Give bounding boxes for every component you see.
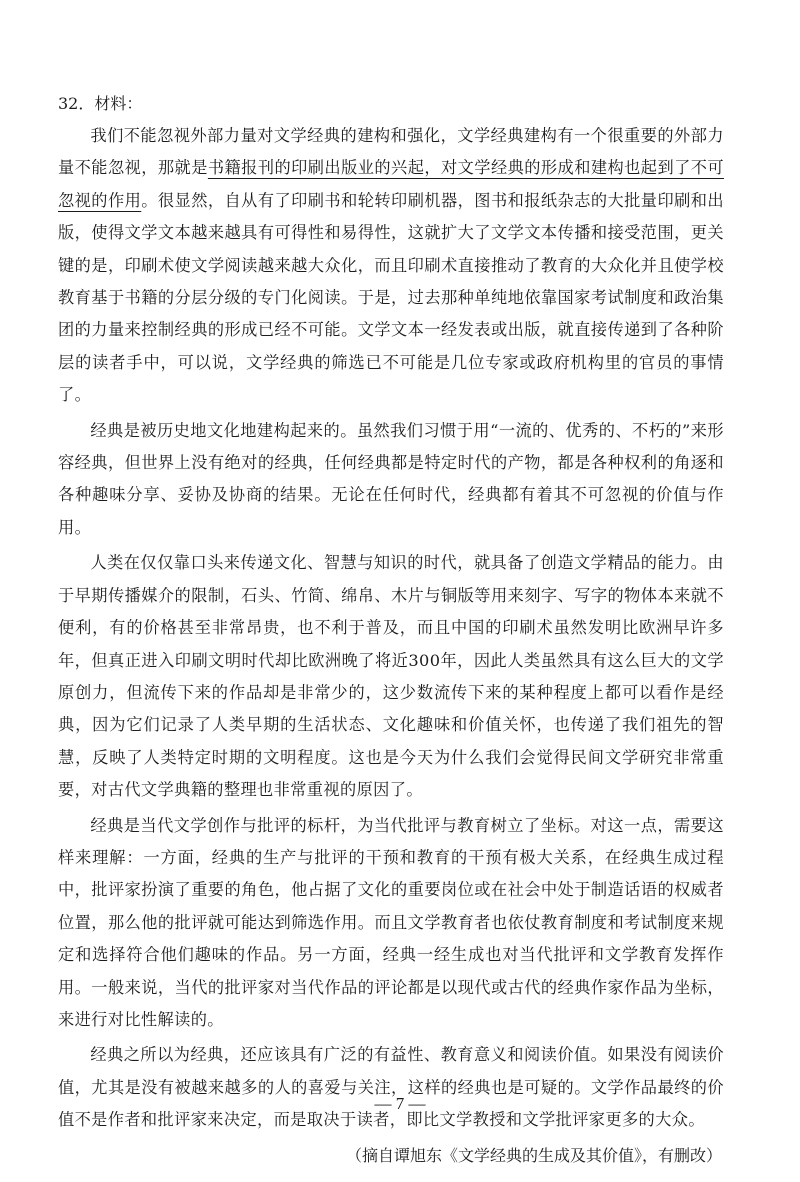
source-citation: （摘自谭旭东《文学经典的生成及其价值》，有删改） (345, 1145, 722, 1165)
underlined-key-sentence: 书籍报刊的印刷出版业的兴起，对文学经典的形成和建构也起到了不可忽视的作用 (58, 158, 724, 210)
page-content (58, 88, 724, 1172)
paragraph-5: 经典之所以为经典，还应该具有广泛的有益性、教育意义和阅读价值。如果没有阅读价值，尤其是没有被越来越多的人的喜爱与关注，这样的经典也是可疑的。文学作品最终的价值不是作者和批评家来决定，而是取决于读者，即比文学教授和文学批评家更多的大众。 (58, 1045, 724, 1130)
paragraph-4: 经典是当代文学创作与批评的标杆，为当代批评与教育树立了坐标。对这一点，需要这样来理解：一方面，经典的生产与批评的干预和教育的干预有极大关系，在经典生成过程中，批评家扮演了重要的角色，他占据了文化的重要岗位或在社会中处于制造话语的权威者位置，那么他的批评就可能达到筛选作用。而且文学教育者也依仗教育制度和考试制度来规定和选择符合他们趣味的作品。另一方面，经典一经生成也对当代批评和文学教育发挥作用。一般来说，当代的批评家对当代作品的评论都是以现代或古代的经典作家作品为坐标，来进行对比性解读的。 (58, 815, 724, 1029)
paragraph-1-text-before: 我们不能忽视外部力量对文学经典的建构和强化，文学经典建构有一个很重要的外部力量不能忽视，那就是 (58, 126, 724, 178)
paragraph-3: 人类在仅仅靠口头来传递文化、智慧与知识的时代，就具备了创造文学精品的能力。由于早期传播媒介的限制，石头、竹简、绵帛、木片与铜版等用来刻字、写字的物体本来就不便利，有的价格甚至非常昂贵，也不利于普及，而且中国的印刷术虽然发明比欧洲早许多年，但真正进入印刷文明时代却比欧洲晚了将近300年，因此人类虽然具有这么巨大的文学原创力，但流传下来的作品却是非常少的，这少数流传下来的某种程度上都可以看作是经典，因为它们记录了人类早期的生活状态、文化趣味和价值关怀，也传递了我们祖先的智慧，反映了人类特定时期的文明程度。这也是今天为什么我们会觉得民间文学研究非常重要，对古代文学典籍的整理也非常重视的原因了。 (58, 553, 724, 800)
paragraph-1 (58, 120, 724, 412)
question-label: 32．材料： (58, 94, 143, 113)
page-number: — 7 — (374, 1094, 426, 1113)
paragraph-2: 经典是被历史地文化地建构起来的。虽然我们习惯于用“一流的、优秀的、不朽的”来形容经典，但世界上没有绝对的经典，任何经典都是特定时代的产物，都是各种权利的角逐和各种趣味分享、妥协及协商的结果。无论在任何时代，经典都有着其不可忽视的价值与作用。 (58, 420, 724, 537)
paragraph-1-text-after: 。很显然，自从有了印刷书和轮转印刷机器，图书和报纸杂志的大批量印刷和出版，使得文学文本越来越具有可得性和易得性，这就扩大了文学文本传播和接受范围，更关键的是，印刷术使文学阅读越来越大众化，而且印刷术直接推动了教育的大众化并且使学校教育基于书籍的分层分级的专门化阅读。于是，过去那种单纯地依靠国家考试制度和政治集团的力量来控制经典的形成已经不可能。文学文本一经发表或出版，就直接传递到了各种阶层的读者手中，可以说，文学经典的筛选已不可能是几位专家或政府机构里的官员的事情了。 (58, 190, 725, 405)
